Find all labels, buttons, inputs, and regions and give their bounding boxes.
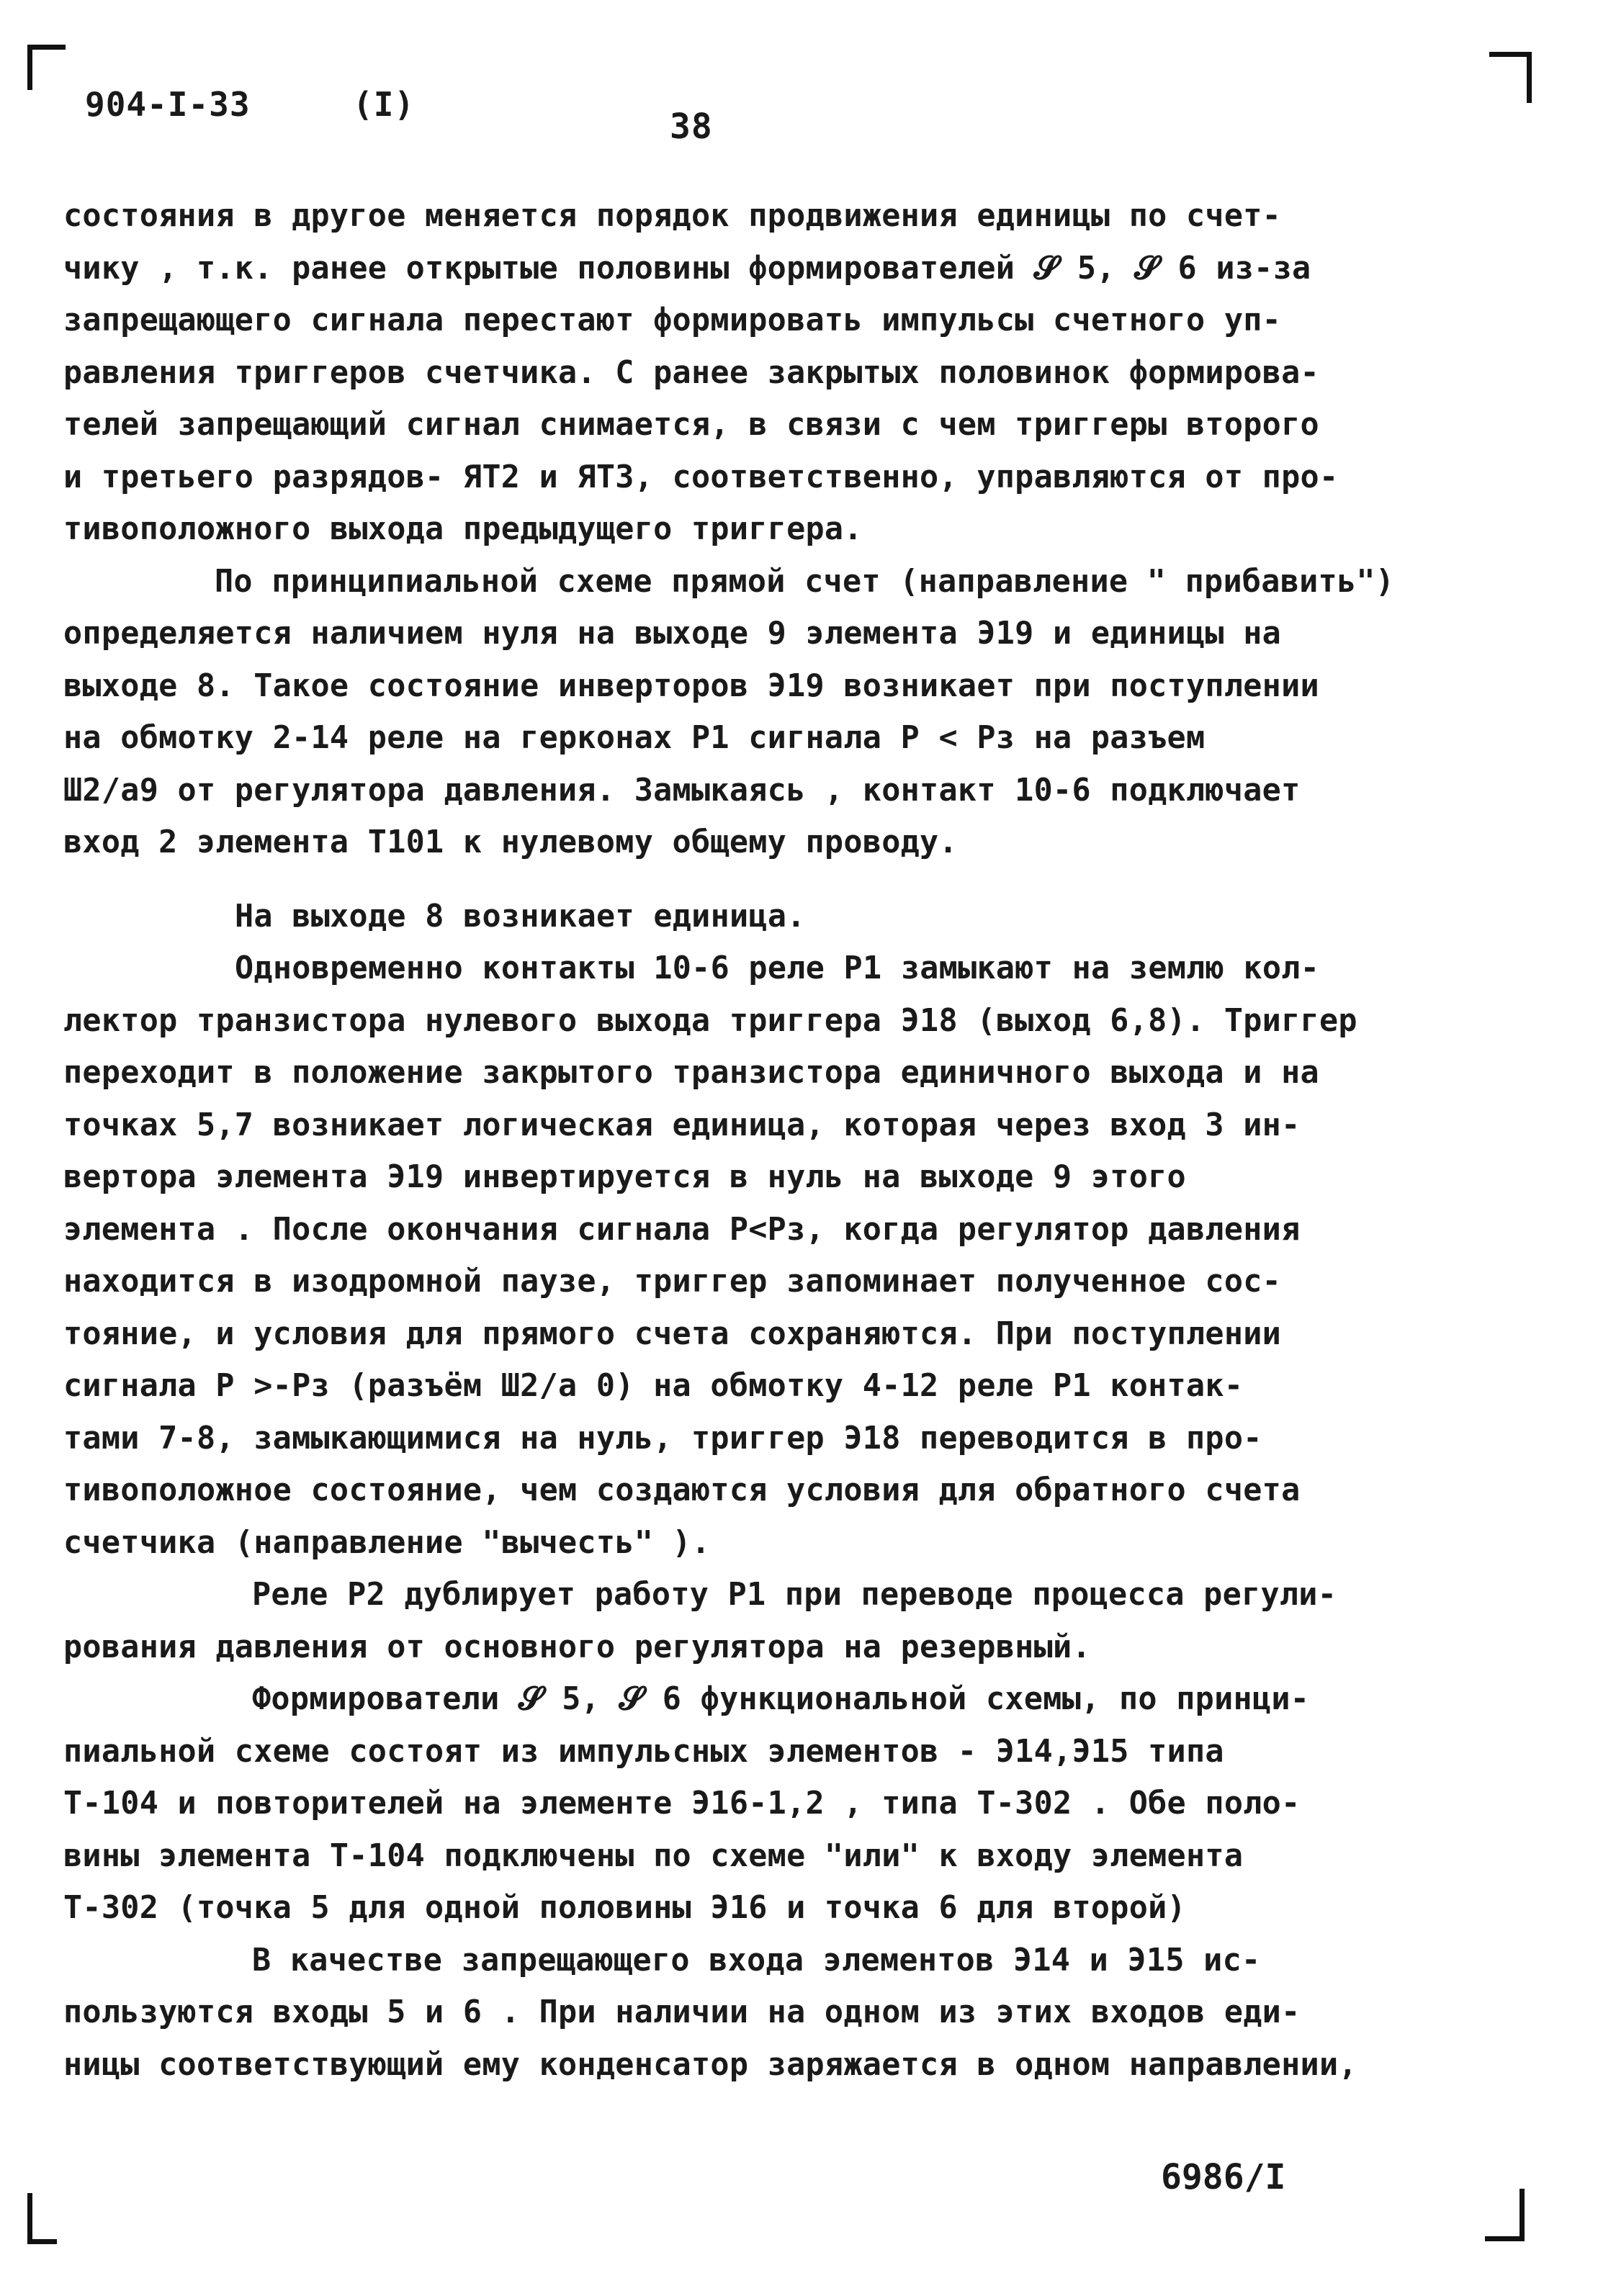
- text-line: лектор транзистора нулевого выхода триггера Э18 (выход 6,8). Триггер: [63, 1002, 1357, 1039]
- text-line: и третьего разрядов- ЯТ2 и ЯТ3, соответственно, управляются от про-: [63, 459, 1339, 495]
- text-line: На выходе 8 возникает единица.: [235, 898, 806, 935]
- corner-mark-bottom-left: [27, 2193, 57, 2244]
- text-line: пользуются входы 5 и 6 . При наличии на одном из этих входов еди-: [63, 1994, 1301, 2030]
- corner-mark-top-right: [1489, 52, 1532, 103]
- text-line: запрещающего сигнала перестают формировать импульсы счетного уп-: [63, 302, 1282, 338]
- text-line: тояние, и условия для прямого счета сохраняются. При поступлении: [63, 1315, 1282, 1352]
- text-line: По принципиальной схеме прямой счет (направление " прибавить"): [215, 563, 1395, 600]
- text-line: определяется наличием нуля на выходе 9 элемента Э19 и единицы на: [63, 616, 1282, 652]
- text-line: состояния в другое меняется порядок продвижения единицы по счет-: [63, 198, 1282, 234]
- text-line: равления триггеров счетчика. С ранее закрытых половинок формирова-: [63, 354, 1319, 391]
- text-line: Реле Р2 дублирует работу Р1 при переводе процесса регули-: [252, 1577, 1337, 1613]
- text-line: находится в изодромной паузе, триггер запоминает полученное сос-: [63, 1264, 1282, 1300]
- text-line: чику , т.к. ранее открытые половины формирователей 𝓢 5, 𝓢 6 из-за: [63, 250, 1311, 287]
- text-line: рования давления от основного регулятора на резервный.: [63, 1629, 1091, 1665]
- text-line: элемента . После окончания сигнала Р<Рз, когда регулятор давления: [63, 1211, 1301, 1248]
- text-line: В качестве запрещающего входа элементов Э14 и Э15 ис-: [252, 1942, 1261, 1978]
- footer-doc-number: 6986/I: [1161, 2157, 1286, 2197]
- text-line: Ш2/а9 от регулятора давления. Замыкаясь , контакт 10-6 подключает: [63, 772, 1301, 809]
- corner-mark-bottom-right: [1485, 2189, 1525, 2241]
- text-line: вход 2 элемента Т101 к нулевому общему проводу.: [63, 824, 958, 860]
- section-number: (I): [353, 85, 416, 124]
- text-line: тивоположного выхода предыдущего триггера.: [63, 511, 863, 547]
- text-line: Т-302 (точка 5 для одной половины Э16 и точка 6 для второй): [63, 1890, 1186, 1926]
- document-code: 904-I-33: [85, 85, 251, 124]
- text-line: переходит в положение закрытого транзистора единичного выхода и на: [63, 1055, 1319, 1091]
- text-line: телей запрещающий сигнал снимается, в связи с чем триггеры второго: [63, 407, 1319, 443]
- text-line: вертора элемента Э19 инвертируется в нуль на выходе 9 этого: [63, 1159, 1186, 1195]
- text-line: точках 5,7 возникает логическая единица, которая через вход 3 ин-: [63, 1107, 1301, 1143]
- text-line: тами 7-8, замыкающимися на нуль, триггер Э18 переводится в про-: [63, 1420, 1262, 1457]
- text-line: Одновременно контакты 10-6 реле Р1 замыкают на землю кол-: [235, 950, 1320, 986]
- body-text: [63, 190, 1583, 2091]
- text-line: Т-104 и повторителей на элементе Э16-1,2 , типа Т-302 . Обе поло-: [63, 1786, 1301, 1822]
- text-line: пиальной схеме состоят из импульсных элементов - Э14,Э15 типа: [63, 1733, 1224, 1770]
- corner-mark-top-left: [27, 45, 66, 90]
- text-line: на обмотку 2-14 реле на герконах Р1 сигнала Р < Рз на разъем: [63, 720, 1206, 756]
- text-line: выходе 8. Такое состояние инверторов Э19 возникает при поступлении: [63, 667, 1319, 704]
- text-line: ницы соответствующий ему конденсатор заряжается в одном направлении,: [63, 2046, 1357, 2083]
- text-line: Формирователи 𝓢 5, 𝓢 6 функциональной схемы, по принци-: [252, 1681, 1310, 1717]
- text-line: тивоположное состояние, чем создаются условия для обратного счета: [63, 1472, 1301, 1508]
- text-line: счетчика (направление "вычесть" ).: [63, 1524, 711, 1561]
- text-line: сигнала Р >-Рз (разъём Ш2/а 0) на обмотку 4-12 реле Р1 контак-: [63, 1368, 1244, 1404]
- page-number: 38: [670, 107, 713, 147]
- paragraph-gap: [63, 869, 1583, 891]
- text-line: вины элемента Т-104 подключены по схеме "или" к входу элемента: [63, 1837, 1244, 1874]
